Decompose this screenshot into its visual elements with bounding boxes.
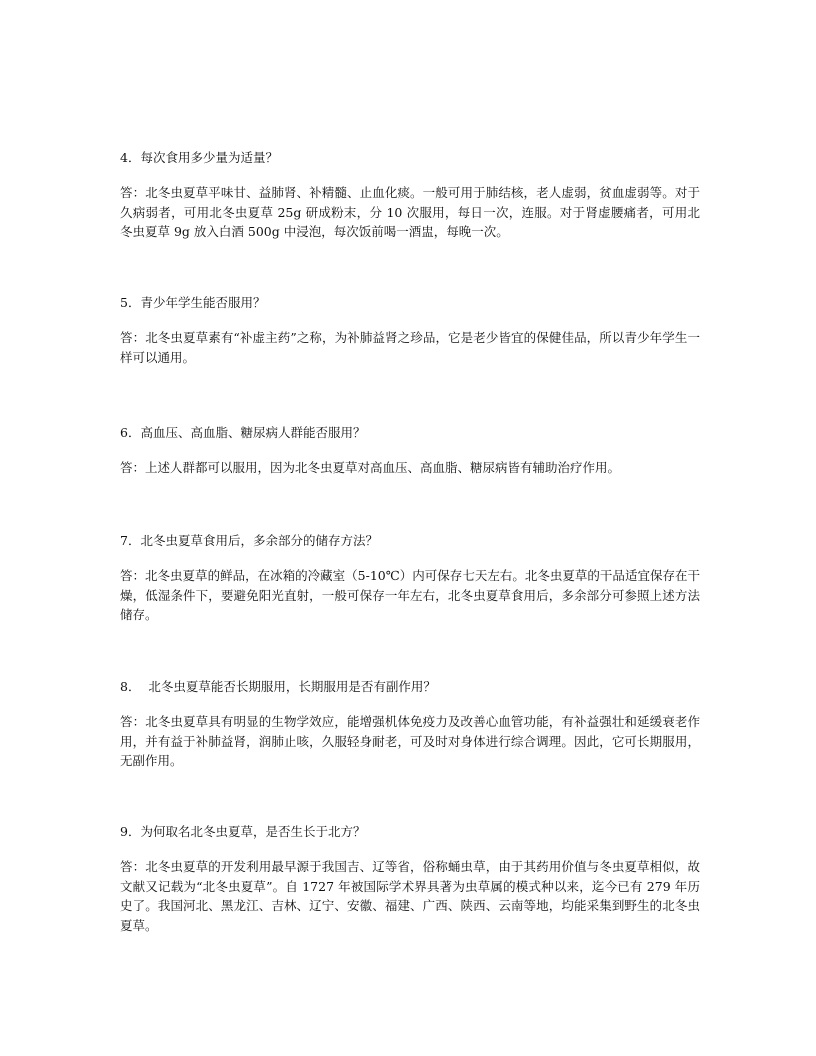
question-4: 4．每次食用多少量为适量？ [120, 150, 278, 165]
question-8: 8． 北冬虫夏草能否长期服用，长期服用是否有副作用？ [120, 679, 436, 694]
question-9: 9．为何取名北冬虫夏草，是否生长于北方？ [120, 824, 366, 839]
qa-item-4 [120, 150, 700, 242]
qa-item-8 [120, 679, 700, 771]
question-5: 5．青少年学生能否服用？ [120, 295, 266, 310]
question-6: 6．高血压、高血脂、糖尿病人群能否服用？ [120, 425, 366, 440]
answer-5: 答：北冬虫夏草素有“补虚主药”之称，为补肺益肾之珍品，它是老少皆宜的保健佳品，所以青少年学生一样可以通用。 [120, 330, 700, 365]
answer-8: 答：北冬虫夏草具有明显的生物学效应，能增强机体免疫力及改善心血管功能，有补益强壮和延缓衰老作用，并有益于补肺益肾，润肺止咳，久服轻身耐老，可及时对身体进行综合调理。因此，它可长期服用，无副作用。 [120, 714, 700, 768]
answer-7: 答：北冬虫夏草的鲜品，在冰箱的冷藏室（5-10℃）内可保存七天左右。北冬虫夏草的干品适宜保存在干燥，低湿条件下，要避免阳光直射，一般可保存一年左右，北冬虫夏草食用后，多余部分可参照上述方法储存。 [120, 568, 700, 622]
qa-item-7 [120, 533, 700, 625]
answer-4: 答：北冬虫夏草平味甘、益肺肾、补精髓、止血化痰。一般可用于肺结核，老人虚弱，贫血虚弱等。对于久病弱者，可用北冬虫夏草 25g 研成粉末，分 10 次服用，每日一次，连服。对于肾虚腰痛者，可用北冬虫夏草 9g 放入白酒 500g 中浸泡，每次饭前喝一酒盅，每晚一次。 [120, 185, 700, 239]
answer-9: 答：北冬虫夏草的开发利用最早源于我国吉、辽等省，俗称蛹虫草，由于其药用价值与冬虫夏草相似，故文献又记载为“北冬虫夏草”。自 1727 年被国际学术界具著为虫草属的模式种以来，迄今已有 279 年历史了。我国河北、黑龙江、吉林、辽宁、安徽、福建、广西、陕西、云南等地，均能采集到野生的北冬虫夏草。 [120, 859, 700, 933]
qa-item-6 [120, 425, 700, 478]
answer-6: 答：上述人群都可以服用，因为北冬虫夏草对高血压、高血脂、糖尿病皆有辅助治疗作用。 [120, 460, 621, 475]
qa-item-5 [120, 295, 700, 367]
question-7: 7．北冬虫夏草食用后，多余部分的储存方法？ [120, 533, 378, 548]
qa-item-9 [120, 824, 700, 935]
